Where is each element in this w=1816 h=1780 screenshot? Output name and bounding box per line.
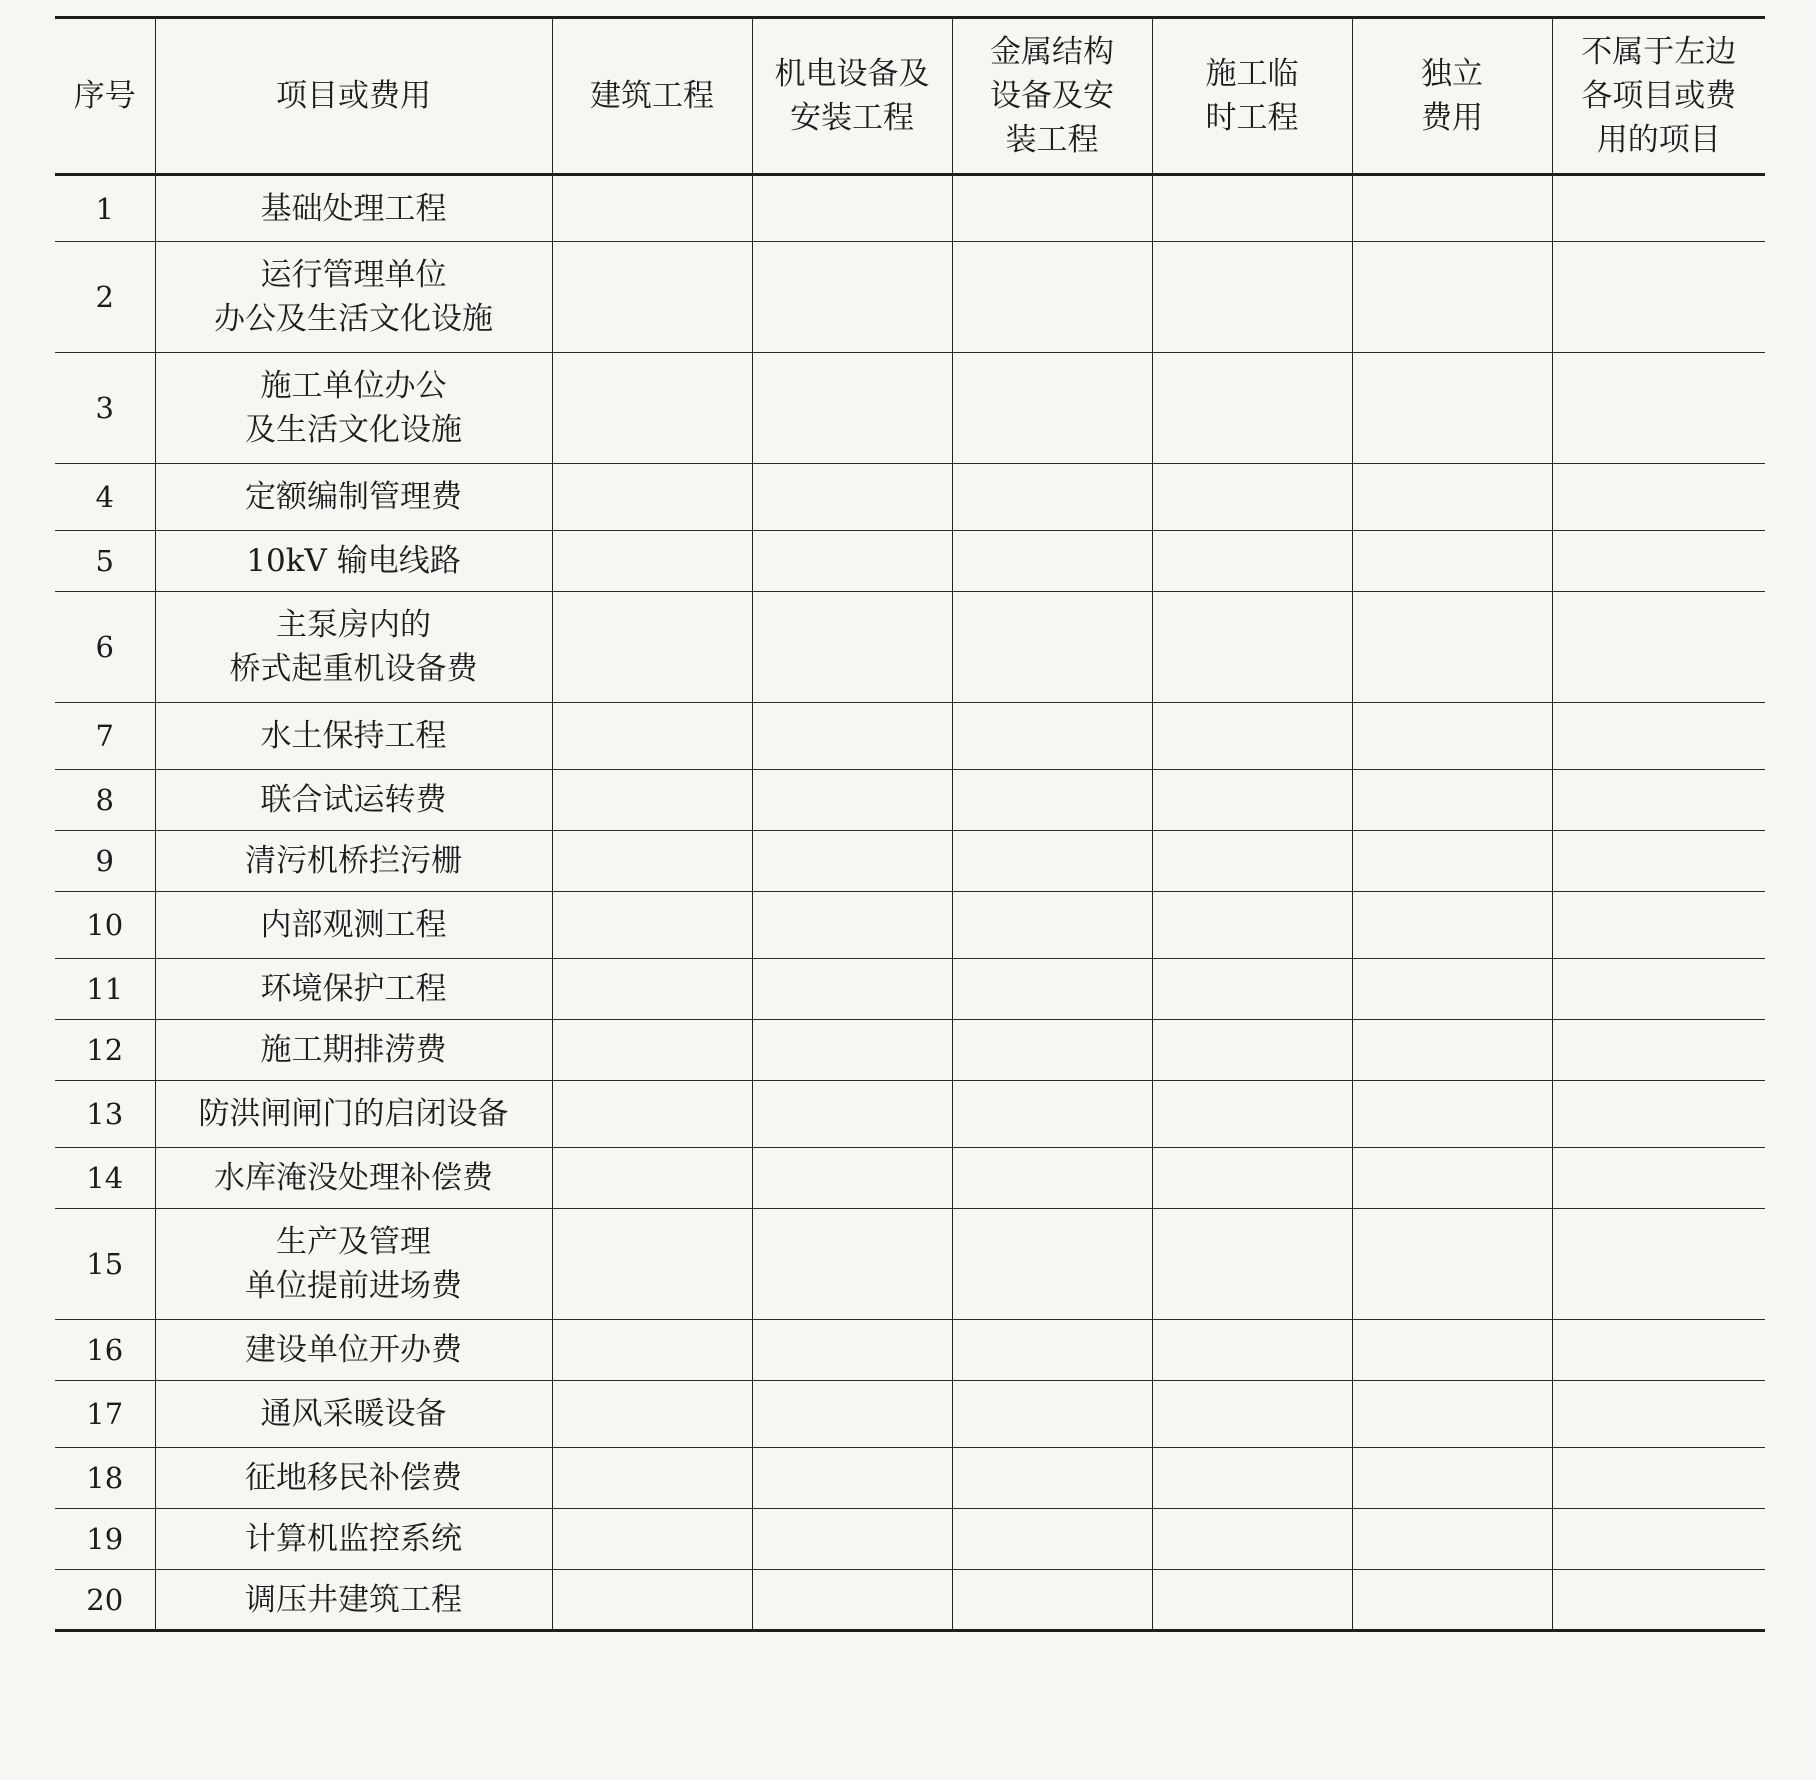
empty-classification-cell[interactable] [1352,959,1552,1020]
item-text: 清污机桥拦污栅 [245,843,462,879]
row-number: 8 [95,783,114,817]
row-number: 1 [95,191,114,226]
empty-classification-cell[interactable] [1352,1020,1552,1081]
empty-classification-cell[interactable] [1152,1448,1352,1509]
row-number: 19 [86,1522,124,1556]
empty-classification-cell[interactable] [952,703,1152,770]
table-body [55,175,1765,1631]
empty-classification-cell[interactable] [1152,892,1352,959]
empty-classification-cell[interactable] [752,1570,952,1631]
empty-classification-cell[interactable] [952,1509,1152,1570]
empty-classification-cell[interactable] [552,703,752,770]
empty-classification-cell[interactable] [1152,1570,1352,1631]
header-text: 时工程 [1205,100,1299,136]
empty-classification-cell[interactable] [752,703,952,770]
empty-classification-cell[interactable] [1352,1570,1552,1631]
header-text: 设备及安 [990,78,1114,114]
table-row [55,242,1765,353]
row-item-name [155,959,552,1020]
empty-classification-cell[interactable] [1152,831,1352,892]
empty-classification-cell[interactable] [552,175,752,242]
row-number: 4 [95,480,114,514]
empty-classification-cell[interactable] [1552,1448,1765,1509]
empty-classification-cell[interactable] [1552,1020,1765,1081]
row-item-name [155,175,552,242]
empty-classification-cell[interactable] [752,1448,952,1509]
header-text: 用的项目 [1596,122,1721,158]
empty-classification-cell[interactable] [1552,531,1765,592]
table-row [55,1148,1765,1209]
empty-classification-cell[interactable] [952,592,1152,703]
item-text: 调压井建筑工程 [245,1581,462,1618]
empty-classification-cell[interactable] [1152,242,1352,353]
row-number: 5 [95,544,114,578]
item-text: 办公及生活文化设施 [214,301,493,337]
empty-classification-cell[interactable] [1152,464,1352,531]
empty-classification-cell[interactable] [1152,1081,1352,1148]
table-row [55,1509,1765,1570]
empty-classification-cell[interactable] [1352,1148,1552,1209]
item-text: 定额编制管理费 [245,479,462,515]
empty-classification-cell[interactable] [1552,770,1765,831]
empty-classification-cell[interactable] [552,531,752,592]
empty-classification-cell[interactable] [1552,831,1765,892]
empty-classification-cell[interactable] [952,531,1152,592]
empty-classification-cell[interactable] [952,1320,1152,1381]
table-row [55,175,1765,242]
empty-classification-cell[interactable] [552,1509,752,1570]
empty-classification-cell[interactable] [1552,242,1765,353]
empty-classification-cell[interactable] [552,464,752,531]
row-number: 15 [86,1247,124,1281]
row-number: 6 [95,630,114,664]
header-other-items [1552,18,1765,175]
empty-classification-cell[interactable] [1352,464,1552,531]
header-text: 项目或费用 [276,78,431,114]
header-item [155,18,552,175]
empty-classification-cell[interactable] [1352,242,1552,353]
empty-classification-cell[interactable] [1352,353,1552,464]
empty-classification-cell[interactable] [1352,1320,1552,1381]
empty-classification-cell[interactable] [1152,959,1352,1020]
empty-classification-cell[interactable] [1552,1209,1765,1320]
item-text: 施工单位办公 [260,368,447,404]
table-row [55,464,1765,531]
row-number: 16 [86,1333,124,1367]
row-number: 11 [86,972,124,1006]
empty-classification-cell[interactable] [952,242,1152,353]
row-item-name [155,592,552,703]
row-item-name [155,1148,552,1209]
empty-classification-cell[interactable] [1352,1509,1552,1570]
header-text: 费用 [1421,100,1483,136]
empty-classification-cell[interactable] [1552,1381,1765,1448]
row-item-name [155,531,552,592]
row-item-name [155,1509,552,1570]
table-row [55,959,1765,1020]
empty-classification-cell[interactable] [552,242,752,353]
empty-classification-cell[interactable] [1552,1081,1765,1148]
header-metal-structure [952,18,1152,175]
empty-classification-cell[interactable] [552,1148,752,1209]
empty-classification-cell[interactable] [952,770,1152,831]
table-row [55,1209,1765,1320]
table-row [55,1320,1765,1381]
empty-classification-cell[interactable] [952,1020,1152,1081]
empty-classification-cell[interactable] [1552,464,1765,531]
empty-classification-cell[interactable] [1352,703,1552,770]
empty-classification-cell[interactable] [1552,353,1765,464]
empty-classification-cell[interactable] [952,175,1152,242]
item-text: 内部观测工程 [260,907,447,943]
empty-classification-cell[interactable] [1352,892,1552,959]
header-text: 序号 [73,78,136,114]
empty-classification-cell[interactable] [1152,1509,1352,1570]
header-construction [552,18,752,175]
row-number: 7 [95,719,114,753]
empty-classification-cell[interactable] [752,959,952,1020]
empty-classification-cell[interactable] [1152,1381,1352,1448]
empty-classification-cell[interactable] [1552,592,1765,703]
empty-classification-cell[interactable] [1152,1148,1352,1209]
table-row [55,1081,1765,1148]
row-item-name [155,1448,552,1509]
header-text: 不属于左边 [1581,34,1737,70]
row-item-name [155,1020,552,1081]
empty-classification-cell[interactable] [752,1020,952,1081]
table-row [55,703,1765,770]
empty-classification-cell[interactable] [752,592,952,703]
row-number: 14 [86,1161,124,1195]
empty-classification-cell[interactable] [952,353,1152,464]
empty-classification-cell[interactable] [1352,1081,1552,1148]
empty-classification-cell[interactable] [752,531,952,592]
empty-classification-cell[interactable] [552,1081,752,1148]
item-text: 运行管理单位 [260,257,447,293]
table-row [55,831,1765,892]
empty-classification-cell[interactable] [552,592,752,703]
item-text: 主泵房内的 [276,607,431,643]
header-text: 各项目或费 [1581,78,1737,114]
empty-classification-cell[interactable] [952,831,1152,892]
row-number: 10 [86,908,124,942]
row-number: 9 [95,844,114,878]
table-row [55,1448,1765,1509]
empty-classification-cell[interactable] [552,1570,752,1631]
item-text: 水土保持工程 [260,718,447,754]
empty-classification-cell[interactable] [1552,703,1765,770]
empty-classification-cell[interactable] [752,1081,952,1148]
empty-classification-cell[interactable] [752,892,952,959]
classification-table [55,16,1765,1632]
empty-classification-cell[interactable] [952,1381,1152,1448]
header-text: 独立 [1421,56,1483,92]
header-independent-costs [1352,18,1552,175]
empty-classification-cell[interactable] [552,770,752,831]
empty-classification-cell[interactable] [1352,1381,1552,1448]
empty-classification-cell[interactable] [552,1381,752,1448]
empty-classification-cell[interactable] [1552,1570,1765,1631]
header-text: 金属结构 [990,34,1114,70]
empty-classification-cell[interactable] [552,831,752,892]
header-text: 施工临 [1205,56,1299,92]
row-item-name [155,464,552,531]
empty-classification-cell[interactable] [552,1448,752,1509]
item-text: 及生活文化设施 [245,412,462,448]
header-temporary-works [1152,18,1352,175]
item-text: 10kV 输电线路 [246,543,461,579]
empty-classification-cell[interactable] [1552,892,1765,959]
empty-classification-cell[interactable] [1152,770,1352,831]
empty-classification-cell[interactable] [952,1570,1152,1631]
empty-classification-cell[interactable] [1352,531,1552,592]
empty-classification-cell[interactable] [752,1509,952,1570]
header-seq [55,18,155,175]
item-text: 水库淹没处理补偿费 [214,1160,493,1196]
empty-classification-cell[interactable] [752,353,952,464]
empty-classification-cell[interactable] [952,1148,1152,1209]
empty-classification-cell[interactable] [1552,1509,1765,1570]
row-number: 13 [86,1097,124,1131]
row-item-name [155,1081,552,1148]
empty-classification-cell[interactable] [752,464,952,531]
empty-classification-cell[interactable] [1352,1209,1552,1320]
table-row [55,592,1765,703]
row-number: 12 [86,1033,124,1067]
item-text: 环境保护工程 [260,971,447,1007]
empty-classification-cell[interactable] [952,464,1152,531]
empty-classification-cell[interactable] [752,1320,952,1381]
row-item-name [155,1209,552,1320]
table-row [55,770,1765,831]
empty-classification-cell[interactable] [552,1209,752,1320]
item-text: 施工期排涝费 [260,1032,447,1068]
empty-classification-cell[interactable] [1352,1448,1552,1509]
item-text: 桥式起重机设备费 [229,651,478,687]
table-row [55,531,1765,592]
table-row [55,1381,1765,1448]
empty-classification-cell[interactable] [1152,592,1352,703]
row-item-name [155,1570,552,1631]
row-item-name [155,831,552,892]
empty-classification-cell[interactable] [752,1381,952,1448]
empty-classification-cell[interactable] [1152,175,1352,242]
table-row [55,892,1765,959]
empty-classification-cell[interactable] [1152,1320,1352,1381]
empty-classification-cell[interactable] [1552,175,1765,242]
item-text: 通风采暖设备 [260,1396,447,1432]
item-text: 防洪闸闸门的启闭设备 [198,1096,509,1132]
row-number: 3 [95,391,114,425]
row-item-name [155,703,552,770]
empty-classification-cell[interactable] [952,1209,1152,1320]
row-item-name [155,1320,552,1381]
empty-classification-cell[interactable] [552,892,752,959]
empty-classification-cell[interactable] [952,1081,1152,1148]
empty-classification-cell[interactable] [552,1320,752,1381]
header-text: 机电设备及 [774,56,930,92]
table-header-row [55,18,1765,175]
empty-classification-cell[interactable] [1152,353,1352,464]
item-text: 基础处理工程 [260,190,447,227]
empty-classification-cell[interactable] [1152,703,1352,770]
item-text: 征地移民补偿费 [245,1460,462,1496]
empty-classification-cell[interactable] [1552,1320,1765,1381]
item-text: 计算机监控系统 [245,1521,462,1557]
empty-classification-cell[interactable] [952,959,1152,1020]
empty-classification-cell[interactable] [1552,1148,1765,1209]
header-electromechanical [752,18,952,175]
empty-classification-cell[interactable] [952,892,1152,959]
empty-classification-cell[interactable] [1352,175,1552,242]
empty-classification-cell[interactable] [1352,770,1552,831]
row-number: 2 [95,280,114,314]
empty-classification-cell[interactable] [752,770,952,831]
empty-classification-cell[interactable] [552,353,752,464]
table-row [55,1020,1765,1081]
header-text: 装工程 [1005,122,1099,158]
row-item-name [155,242,552,353]
row-item-name [155,1381,552,1448]
empty-classification-cell[interactable] [752,831,952,892]
empty-classification-cell[interactable] [552,1020,752,1081]
header-text: 建筑工程 [590,78,714,114]
item-text: 联合试运转费 [260,782,447,818]
item-text: 单位提前进场费 [245,1268,462,1304]
row-item-name [155,353,552,464]
row-item-name [155,770,552,831]
row-number: 17 [86,1397,124,1431]
item-text: 生产及管理 [276,1224,431,1260]
table-row [55,353,1765,464]
row-number: 20 [86,1582,124,1617]
empty-classification-cell[interactable] [1152,531,1352,592]
empty-classification-cell[interactable] [1552,959,1765,1020]
empty-classification-cell[interactable] [1152,1209,1352,1320]
empty-classification-cell[interactable] [1152,1020,1352,1081]
item-text: 建设单位开办费 [245,1332,462,1368]
row-item-name [155,892,552,959]
empty-classification-cell[interactable] [752,1148,952,1209]
header-text: 安装工程 [790,100,914,136]
empty-classification-cell[interactable] [952,1448,1152,1509]
table-row [55,1570,1765,1631]
empty-classification-cell[interactable] [752,1209,952,1320]
row-number: 18 [86,1461,124,1495]
empty-classification-cell[interactable] [752,175,952,242]
empty-classification-cell[interactable] [752,242,952,353]
empty-classification-cell[interactable] [552,959,752,1020]
empty-classification-cell[interactable] [1352,592,1552,703]
empty-classification-cell[interactable] [1352,831,1552,892]
